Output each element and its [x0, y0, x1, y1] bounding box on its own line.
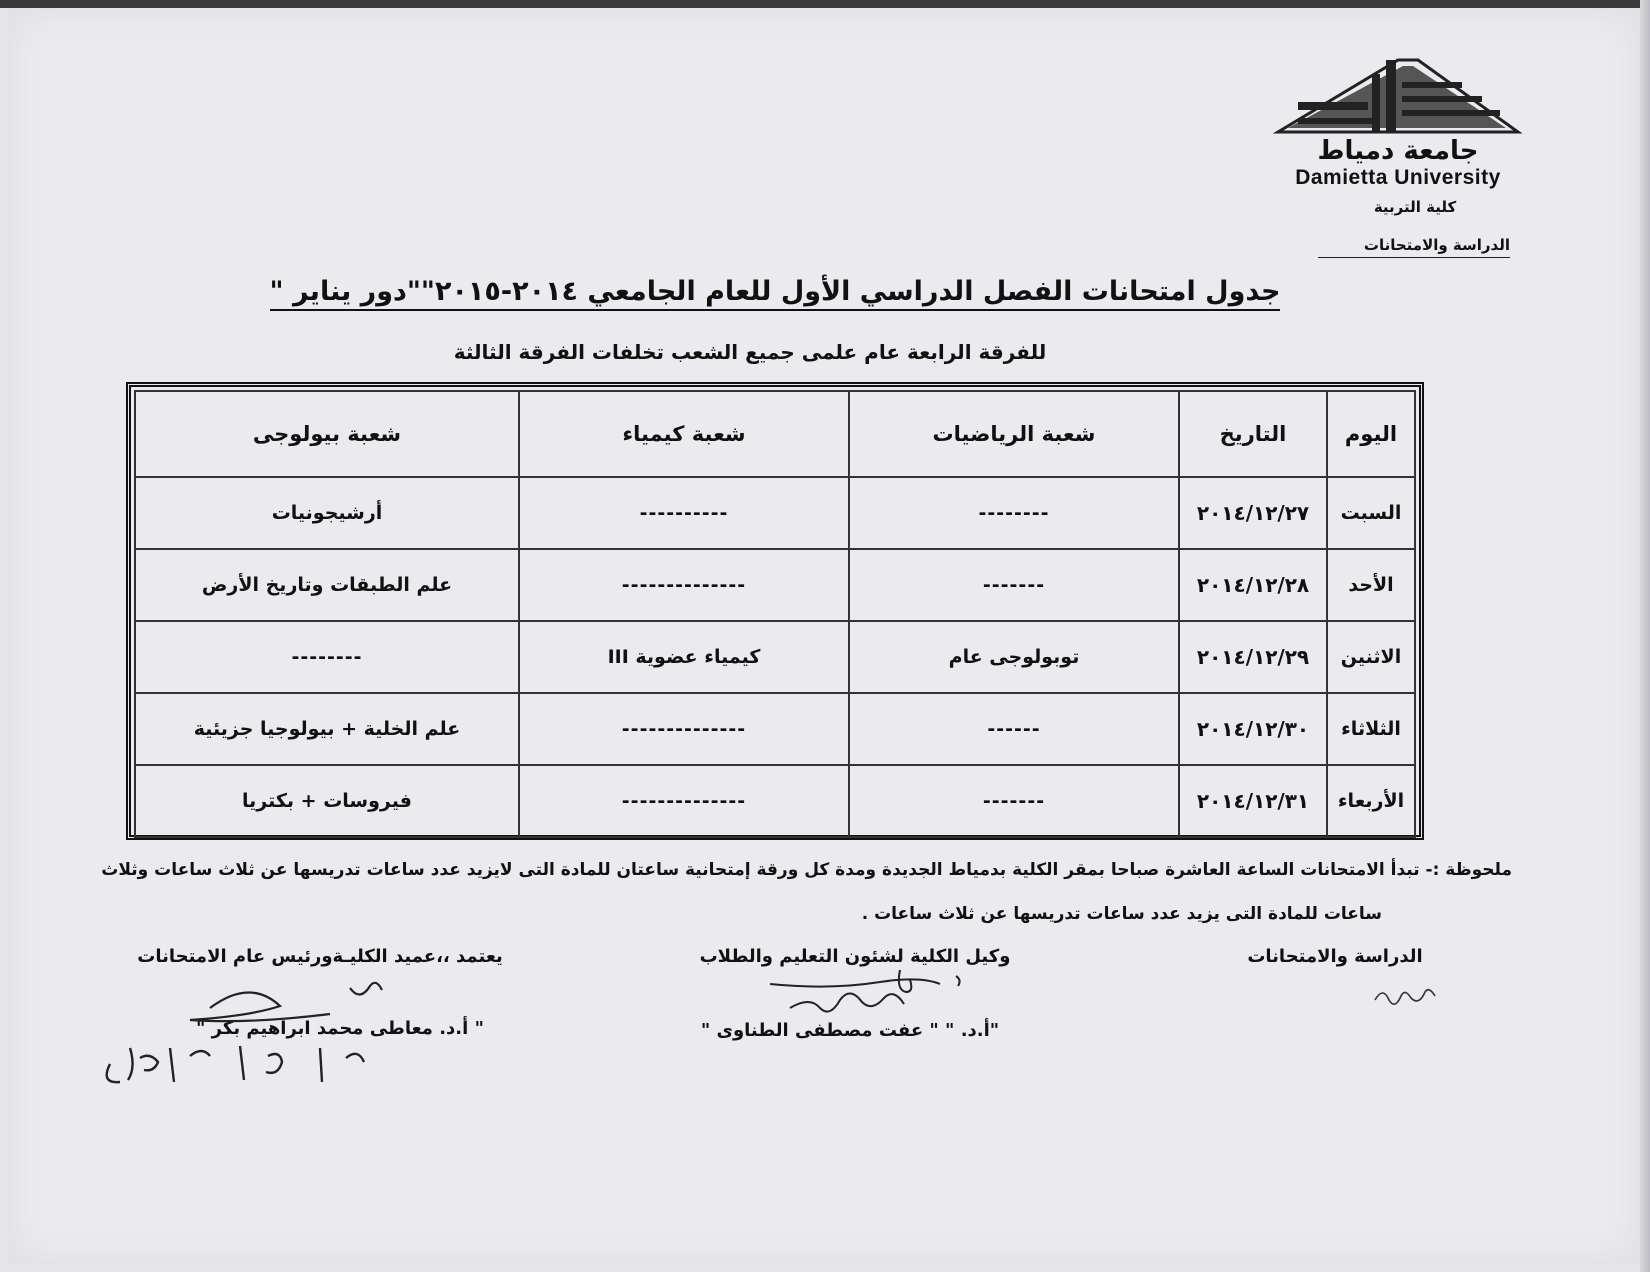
note-line-1: ملحوظة :- تبدأ الامتحانات الساعة العاشرة صباحا بمقر الكلية بدمياط الجديدة ومدة كل ورقة إمتحانية ساعتان للمادة التى لايزيد عدد ساعات تدريسها عن ثلاث ساعات وثلاث — [101, 860, 1512, 880]
cell-math: -------- — [849, 477, 1179, 549]
vice-dean-name: "أ.د. " " عفت مصطفى الطناوى " — [700, 1020, 1000, 1041]
cell-math: ------- — [849, 549, 1179, 621]
cell-date: ٢٠١٤/١٢/٢٨ — [1179, 549, 1327, 621]
cell-day: السبت — [1327, 477, 1415, 549]
university-name-english: Damietta University — [1295, 166, 1501, 189]
exam-note — [40, 848, 1512, 936]
cell-chemistry: -------------- — [519, 693, 849, 765]
header-date: التاريخ — [1179, 391, 1327, 477]
dean-signature-icon — [100, 978, 420, 1098]
cell-biology: -------- — [135, 621, 519, 693]
cell-day: الاثنين — [1327, 621, 1415, 693]
exam-schedule-table — [126, 382, 1424, 840]
cell-day: الأحد — [1327, 549, 1415, 621]
header-day: اليوم — [1327, 391, 1415, 477]
dean-name: " أ.د. معاطى محمد ابراهيم بكر " — [196, 1018, 484, 1039]
cell-biology: فيروسات + بكتريا — [135, 765, 519, 837]
cell-chemistry: -------------- — [519, 549, 849, 621]
table-row — [135, 477, 1415, 549]
table-row — [135, 693, 1415, 765]
header-chemistry: شعبة كيمياء — [519, 391, 849, 477]
vice-dean-signature-icon — [760, 966, 1020, 1026]
cell-chemistry: ---------- — [519, 477, 849, 549]
document-title — [160, 276, 1390, 307]
university-name-arabic: جامعة دمياط — [1317, 136, 1479, 166]
table-row — [135, 765, 1415, 837]
note-line-2: ساعات للمادة التى يزيد عدد ساعات تدريسها عن ثلاث ساعات . — [861, 904, 1382, 924]
signature-exams-office: الدراسة والامتحانات — [1247, 946, 1423, 967]
cell-date: ٢٠١٤/١٢/٢٩ — [1179, 621, 1327, 693]
table-row — [135, 621, 1415, 693]
schedule-grid — [134, 390, 1416, 838]
cell-biology: علم الطبقات وتاريخ الأرض — [135, 549, 519, 621]
cell-date: ٢٠١٤/١٢/٢٧ — [1179, 477, 1327, 549]
table-header-row — [135, 391, 1415, 477]
cell-day: الأربعاء — [1327, 765, 1415, 837]
cell-day: الثلاثاء — [1327, 693, 1415, 765]
header-biology: شعبة بيولوجى — [135, 391, 519, 477]
logo-emblem-icon — [1268, 52, 1528, 136]
cell-biology: علم الخلية + بيولوجيا جزيئية — [135, 693, 519, 765]
faculty-name: كلية التربية — [1373, 198, 1457, 216]
title-text: جدول امتحانات الفصل الدراسي الأول للعام الجامعي ٢٠١٤-٢٠١٥""دور يناير " — [270, 276, 1281, 311]
header-math: شعبة الرياضيات — [849, 391, 1179, 477]
document-subtitle: للفرقة الرابعة عام علمى جميع الشعب تخلفات الفرقة الثالثة — [453, 340, 1047, 364]
cell-date: ٢٠١٤/١٢/٣٠ — [1179, 693, 1327, 765]
signature-vice-dean-title: وكيل الكلية لشئون التعليم والطلاب — [699, 946, 1011, 967]
scan-right-edge — [1640, 0, 1650, 1272]
university-logo — [1268, 52, 1528, 202]
cell-chemistry: كيمياء عضوية III — [519, 621, 849, 693]
cell-math: ------ — [849, 693, 1179, 765]
cell-math: توبولوجى عام — [849, 621, 1179, 693]
handwritten-initials-icon — [1370, 980, 1450, 1010]
department-name: الدراسة والامتحانات — [1318, 236, 1510, 258]
scan-top-edge — [0, 0, 1650, 8]
cell-biology: أرشيجونيات — [135, 477, 519, 549]
table-row — [135, 549, 1415, 621]
signature-dean-title: يعتمد ،،عميد الكليـةورئيس عام الامتحانات — [137, 946, 503, 967]
cell-date: ٢٠١٤/١٢/٣١ — [1179, 765, 1327, 837]
cell-math: ------- — [849, 765, 1179, 837]
cell-chemistry: -------------- — [519, 765, 849, 837]
